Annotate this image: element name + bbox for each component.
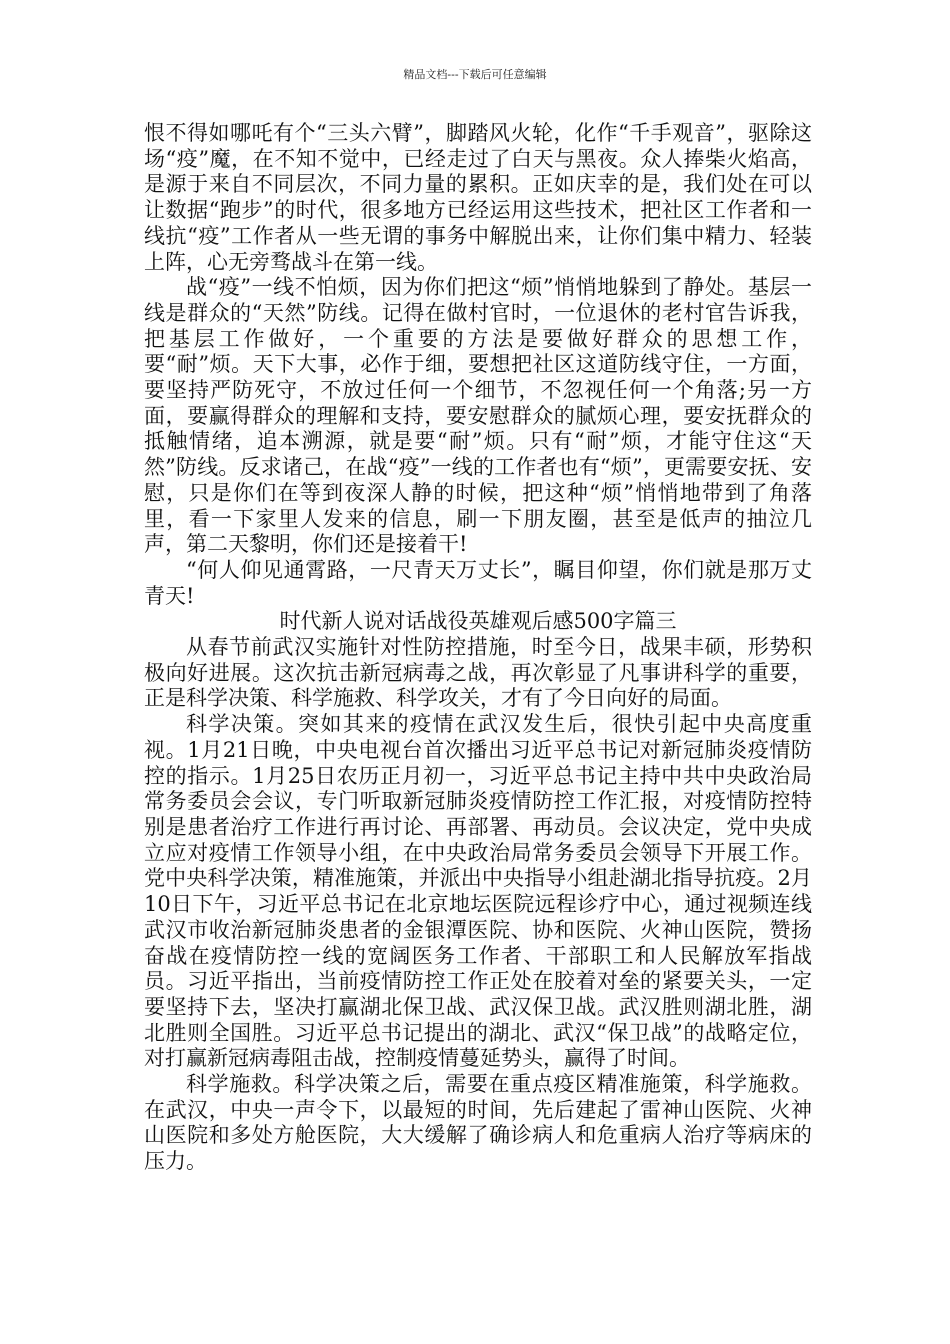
document-body [144,121,812,1175]
paragraph-2: 战“疫”一线不怕烦，因为你们把这“烦”悄悄地躲到了静处。基层一线是群众的“天然”防线。记得在做村官时，一位退休的老村官告诉我，把基层工作做好，一个重要的方法是要做好群众的思想工作，要“耐”烦。天下大事，必作于细，要想把社区这道防线守住，一方面，要坚持严防死守，不放过任何一个细节，不忽视任何一个角落;另一方面，要赢得群众的理解和支持，要安慰群众的腻烦心理，要安抚群众的抵触情绪，追本溯源，就是要“耐”烦。只有“耐”烦，才能守住这“天然”防线。反求诸己，在战“疫”一线的工作者也有“烦”，更需要安抚、安慰，只是你们在等到夜深人静的时候，把这种“烦”悄悄地带到了角落里，看一下家里人发来的信息，刷一下朋友圈，甚至是低声的抽泣几声，第二天黎明，你们还是接着干! [144,275,812,557]
paragraph-4: 从春节前武汉实施针对性防控措施，时至今日，战果丰硕，形势积极向好进展。这次抗击新冠病毒之战，再次彰显了凡事讲科学的重要，正是科学决策、科学施救、科学攻关，才有了今日向好的局面。 [144,635,812,711]
page-header: 精品文档---下载后可任意编辑 [403,68,547,81]
section-title: 时代新人说对话战役英雄观后感500字篇三 [279,609,677,634]
paragraph-5: 科学决策。突如其来的疫情在武汉发生后，很快引起中央高度重视。1月21日晚，中央电视台首次播出习近平总书记对新冠肺炎疫情防控的指示。1月25日农历正月初一，习近平总书记主持中共中央政治局常务委员会会议，专门听取新冠肺炎疫情防控工作汇报，对疫情防控特别是患者治疗工作进行再讨论、再部署、再动员。会议决定，党中央成立应对疫情工作领导小组，在中央政治局常务委员会领导下开展工作。党中央科学决策，精准施策，并派出中央指导小组赴湖北指导抗疫。2月10日下午，习近平总书记在北京地坛医院远程诊疗中心，通过视频连线武汉市收治新冠肺炎患者的金银潭医院、协和医院、火神山医院，赞扬奋战在疫情防控一线的宽阔医务工作者、干部职工和人民解放军指战员。习近平指出，当前疫情防控工作正处在胶着对垒的紧要关头，一定要坚持下去，坚决打赢湖北保卫战、武汉保卫战。武汉胜则湖北胜，湖北胜则全国胜。习近平总书记提出的湖北、武汉“保卫战”的战略定位，对打赢新冠病毒阻击战，控制疫情蔓延势头，赢得了时间。 [144,712,812,1071]
paragraph-6: 科学施救。科学决策之后，需要在重点疫区精准施策，科学施救。在武汉，中央一声令下，以最短的时间，先后建起了雷神山医院、火神山医院和多处方舱医院，大大缓解了确诊病人和危重病人治疗等病床的压力。 [144,1072,812,1174]
paragraph-3: “何人仰见通霄路，一尺青天万丈长”，瞩目仰望，你们就是那万丈青天! [144,557,812,608]
paragraph-1: 恨不得如哪吒有个“三头六臂”，脚踏风火轮，化作“千手观音”，驱除这场“疫”魔，在不知不觉中，已经走过了白天与黑夜。众人捧柴火焰高，是源于来自不同层次，不同力量的累积。正如庆幸的是，我们处在可以让数据“跑步”的时代，很多地方已经运用这些技术，把社区工作者和一线抗“疫”工作者从一些无谓的事务中解脱出来，让你们集中精力、轻装上阵，心无旁骛战斗在第一线。 [144,121,812,274]
